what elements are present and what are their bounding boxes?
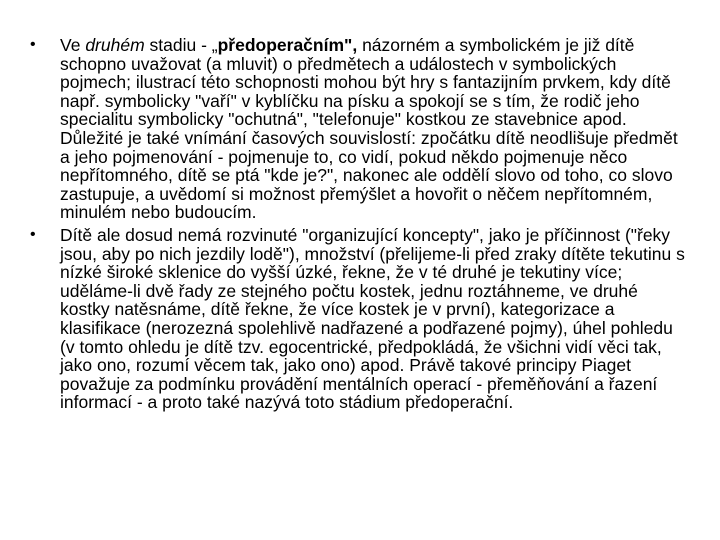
bullet-list bbox=[30, 36, 690, 412]
text-run-italic: druhém bbox=[85, 35, 145, 55]
text-run-bold: předoperačním", bbox=[217, 35, 358, 55]
text-run: názorném a symbolickém je již dítě schopno uvažovat (a mluvit) o předmětech a událostech v symbolických pojmech; ilustrací této schopnosti mohou být hry s fantazijním prvkem, kdy dítě např. symbolicky "vaří" v kyblíčku na písku a spokojí se s tím, že rodič jeho specialitu symbolicky "ochutná", "telefonuje" kostkou ze stavebnice apod. Důležité je také vnímání časových souvislostí: zpočátku dítě neodlišuje předmět a jeho pojmenování - pojmenuje to, co vidí, pokud někdo pojmenuje něco nepřítomného, dítě se ptá "kde je?", nakonec ale oddělí slovo od toho, co slovo zastupuje, a uvědomí si možnost přemýšlet a hovořit o něčem nepřítomném, minulém nebo budoucím. bbox=[60, 35, 678, 223]
bullet-text: Dítě ale dosud nemá rozvinuté "organizující koncepty", jako je příčinnost ("řeky jsou, aby po nich jezdily lodě"), množství (přelijeme-li před zraky dítěte tekutinu s nízké široké sklenice do vyšší úzké, řekne, že v té druhé je tekutiny více; uděláme-li dvě řady ze stejného počtu kostek, jednu roztáhneme, ve druhé kostky natěsnáme, dítě řekne, že více kostek je v první), kategorizace a klasifikace (nerozezná spolehlivě nadřazené a podřazené pojmy), úhel pohledu (v tomto ohledu je dítě tzv. egocentrické, předpokládá, že všichni vidí věci tak, jako ono, rozumí věcem tak, jako ono) apod. Právě takové principy Piaget považuje za podmínku provádění mentálních operací - přeměňování a řazení informací - a proto také nazývá toto stádium předoperační. bbox=[60, 224, 685, 413]
text-run: Ve bbox=[60, 35, 86, 55]
bullet-icon: • bbox=[30, 225, 36, 243]
text-run: stadiu - „ bbox=[144, 35, 218, 55]
bullet-item-preoperational bbox=[30, 36, 690, 222]
bullet-icon: • bbox=[30, 36, 36, 53]
bullet-item-concepts bbox=[30, 226, 690, 412]
